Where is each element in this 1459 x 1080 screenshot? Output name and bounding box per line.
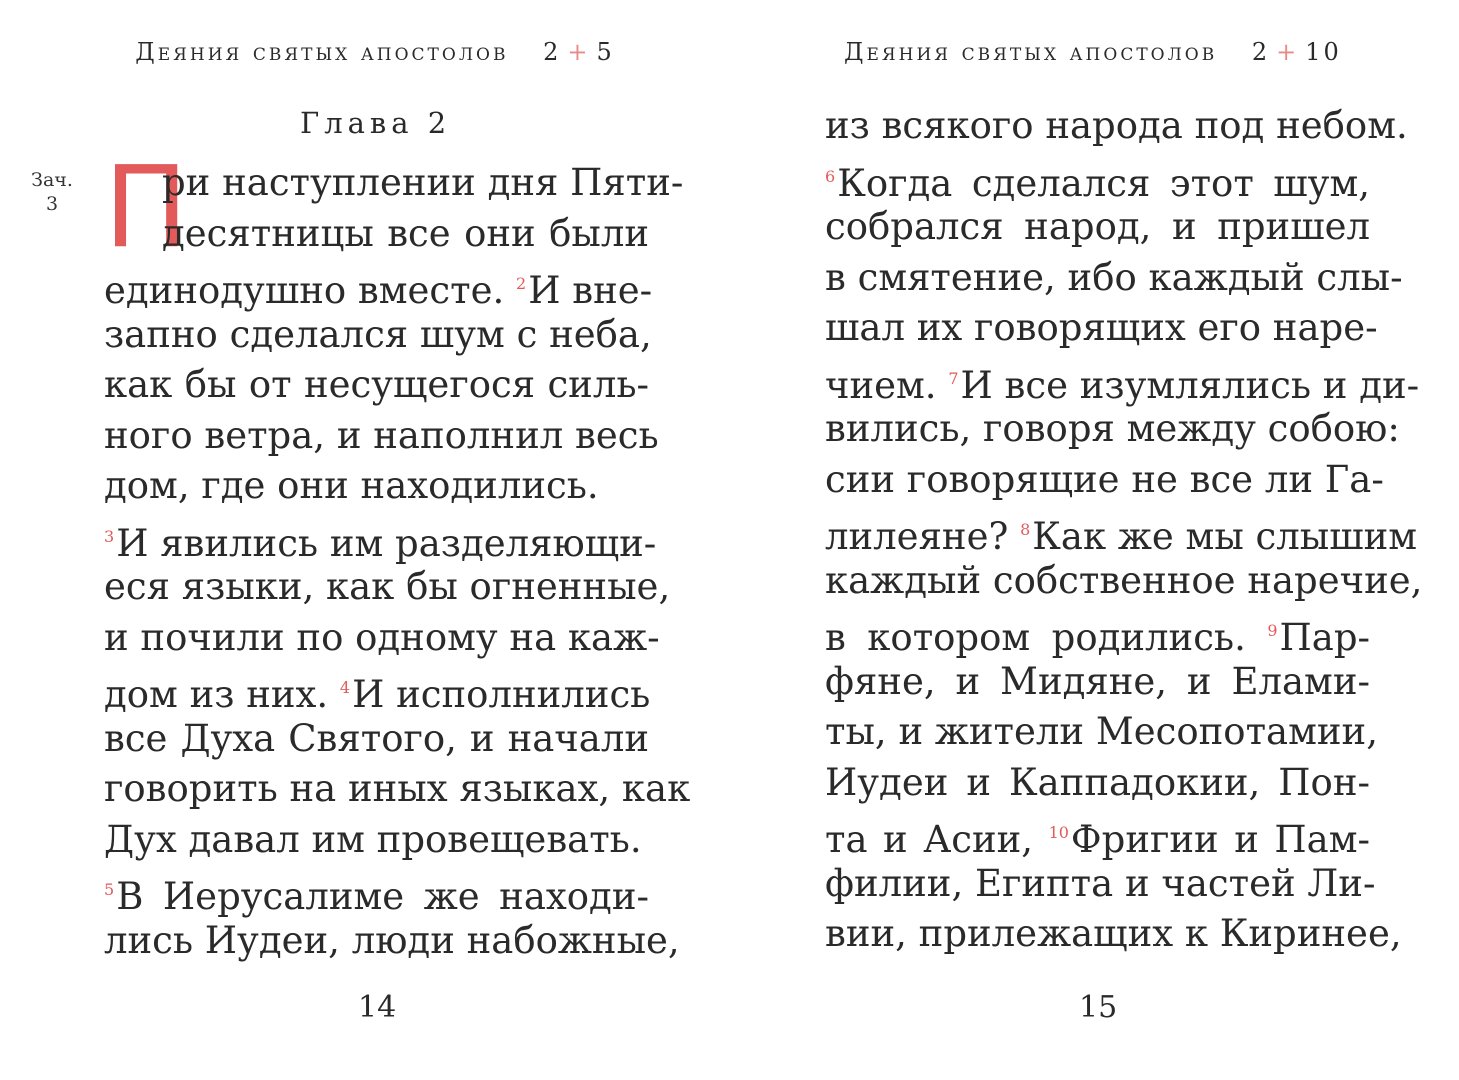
margin-note <box>22 168 82 216</box>
line-text: чием. <box>825 363 937 407</box>
text-line <box>104 562 671 613</box>
cross-separator: + <box>1276 38 1300 66</box>
text-line <box>104 411 659 462</box>
margin-note-label: Зач. <box>31 169 73 191</box>
line-text: И вне- <box>528 269 653 312</box>
verse-number: 5 <box>104 880 115 899</box>
right-page <box>729 0 1459 1080</box>
line-text: Как же мы слышим <box>1032 515 1418 558</box>
text-line <box>825 556 1423 607</box>
line-text: вились, говоря между собою: <box>825 407 1400 450</box>
line-text: единодушно вместе. <box>104 269 505 312</box>
verse-number: 2 <box>516 274 527 293</box>
verse-number: 9 <box>1267 621 1278 640</box>
line-text: лись Иудеи, люди набожные, <box>104 918 680 962</box>
line-text: Когда сделался этот шум, <box>837 161 1370 205</box>
line-text: филии, Египта и частей Ли- <box>825 861 1376 905</box>
running-head-title: Деяния святых апостолов <box>135 38 509 66</box>
line-text: каждый собственное наречие, <box>825 558 1423 602</box>
page-number-right: 15 <box>1079 990 1118 1025</box>
line-text: шал их говорящих его наре- <box>825 306 1378 349</box>
text-line <box>825 354 1420 407</box>
text-line <box>825 505 1418 558</box>
text-line <box>104 865 649 916</box>
verse-number: 8 <box>1020 520 1031 539</box>
text-line <box>825 657 1370 708</box>
verse-number: 3 <box>104 526 115 546</box>
text-line <box>104 512 657 565</box>
line-text: И все изумлялись и ди- <box>960 363 1420 407</box>
line-text: фяне, и Мидяне, и Елами- <box>825 659 1370 703</box>
text-line <box>825 253 1403 304</box>
text-line <box>104 815 649 866</box>
text-line <box>825 606 1370 657</box>
text-line <box>825 758 1370 809</box>
text-line <box>104 613 660 664</box>
left-page <box>0 0 729 1080</box>
line-text: лилеяне? <box>825 515 1009 558</box>
right-page-text <box>825 101 1423 960</box>
text-line <box>104 259 653 312</box>
left-page-text <box>104 143 691 966</box>
text-line <box>104 310 652 361</box>
text-line <box>104 360 649 411</box>
line-text: как бы от несущегося силь- <box>104 363 649 406</box>
running-head-left <box>0 38 750 66</box>
line-text: В Иерусалиме же находи- <box>116 875 649 918</box>
line-text: дом из них. <box>104 673 329 716</box>
line-text: Фригии и Пам- <box>1070 818 1370 861</box>
line-text: собрался народ, и пришел <box>825 205 1370 248</box>
line-text: сии говорящие не все ли Га- <box>825 457 1384 501</box>
running-head-title: Деяния святых апостолов <box>844 38 1218 66</box>
line-text: в смятение, ибо каждый слы- <box>825 255 1403 299</box>
line-text: И явились им разделяющи- <box>116 521 657 565</box>
line-text: еся языки, как бы огненные, <box>104 565 671 608</box>
text-line <box>825 707 1378 758</box>
text-line <box>825 101 1408 152</box>
line-text: ного ветра, и наполнил весь <box>104 413 659 457</box>
line-text: все Духа Святого, и начали <box>104 716 649 760</box>
line-text: ри наступлении дня Пяти- <box>162 161 684 204</box>
text-line <box>825 455 1384 506</box>
line-text: ты, и жители Месопотамии, <box>825 710 1378 753</box>
line-text: Дух давал им провещевать. <box>104 817 642 861</box>
line-text: та и Асии, <box>825 818 1034 861</box>
verse-number: 4 <box>339 678 351 697</box>
text-line <box>825 202 1370 253</box>
line-text: десятницы все они были <box>162 211 649 255</box>
verse-number: 6 <box>825 166 836 186</box>
running-head-verse: 5 <box>596 38 615 66</box>
line-text: говорить на иных языках, как <box>104 767 691 810</box>
text-line <box>104 158 684 209</box>
text-line <box>825 808 1370 859</box>
line-text: Иудеи и Каппадокии, Пон- <box>825 760 1370 804</box>
text-line <box>825 404 1400 455</box>
text-line <box>104 916 680 967</box>
running-head-right <box>729 38 1459 66</box>
drop-cap: П <box>104 143 189 273</box>
running-head-verse: 10 <box>1305 38 1342 66</box>
verse-number: 7 <box>948 368 959 388</box>
text-line <box>825 152 1370 203</box>
line-text: вии, прилежащих к Киринее, <box>825 912 1402 955</box>
text-line <box>104 714 649 765</box>
line-text: И исполнились <box>352 673 651 716</box>
page-number-left: 14 <box>358 990 397 1025</box>
text-line <box>104 461 649 512</box>
line-text: в котором родились. <box>825 616 1246 659</box>
running-head-chapter: 2 <box>543 38 562 66</box>
line-text: из всякого народа под небом. <box>825 104 1408 147</box>
text-line <box>825 909 1402 960</box>
text-line <box>104 663 649 714</box>
text-line <box>825 859 1376 910</box>
line-text: запно сделался шум с неба, <box>104 312 652 356</box>
text-line <box>825 303 1378 354</box>
verse-number: 10 <box>1048 823 1069 842</box>
running-head-chapter: 2 <box>1251 38 1271 66</box>
chapter-title: Глава 2 <box>300 106 452 140</box>
text-line <box>104 764 691 815</box>
line-text: дом, где они находились. <box>104 464 599 507</box>
line-text: и почили по одному на каж- <box>104 615 660 659</box>
margin-note-number: 3 <box>45 193 59 215</box>
cross-separator: + <box>567 38 591 66</box>
text-line <box>104 209 649 260</box>
line-text: Пар- <box>1279 616 1371 659</box>
